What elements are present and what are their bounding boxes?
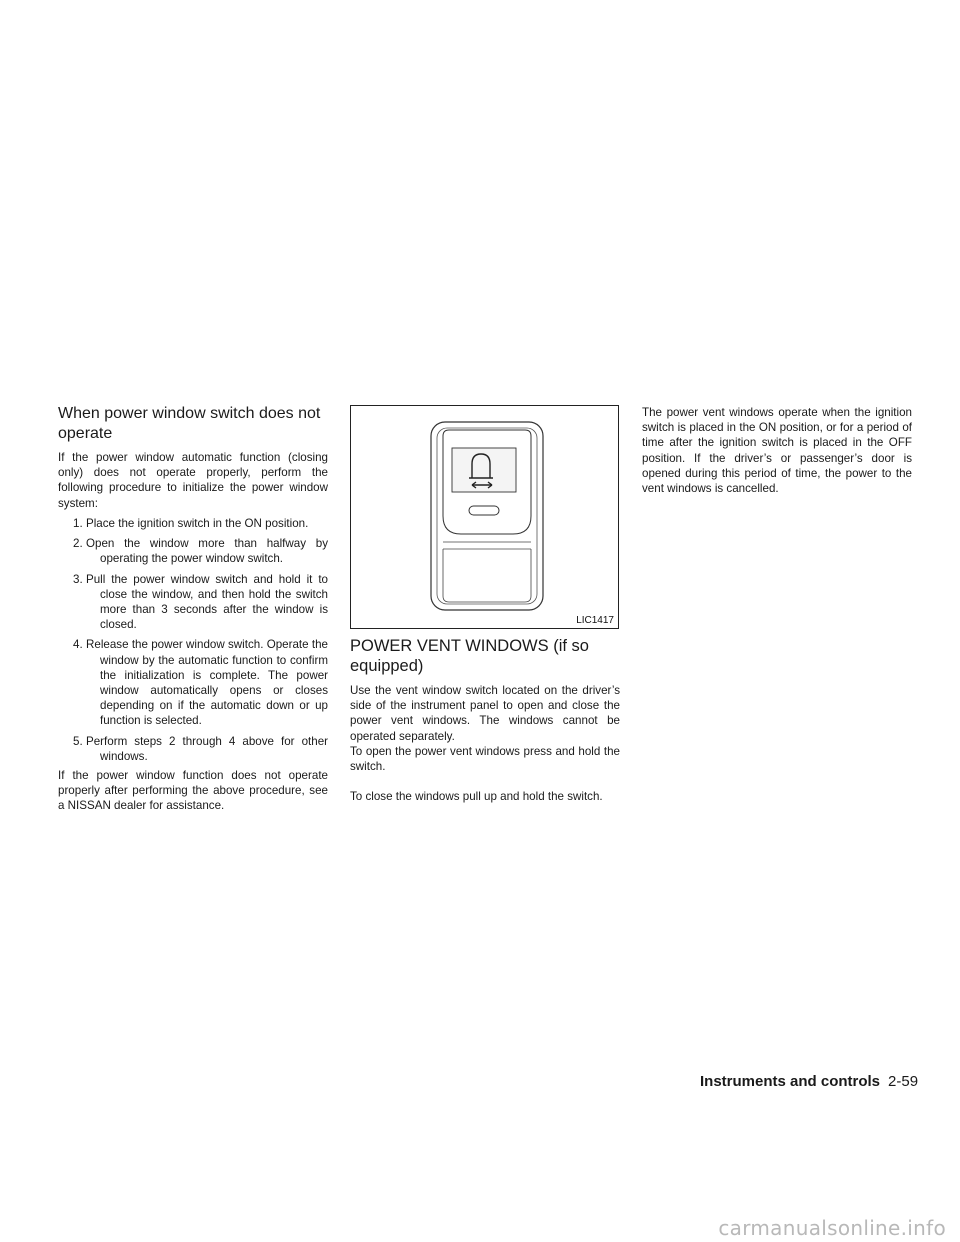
vent-operation-paragraph: The power vent windows operate when the ignition switch is placed in the ON position, or for a period of time after the ignition switch is placed in the OFF position. If the driver’s or passenger’s door is opened during this period of time, the power to the vent windows is cancelled. <box>642 406 912 496</box>
intro-paragraph: If the power window automatic function (closing only) does not operate properly, perform the following procedure to initialize the power window system: <box>58 451 328 510</box>
chapter-title: Instruments and controls <box>700 1073 881 1090</box>
list-item: 3. Pull the power window switch and hold it to close the window, and then hold the switch more than 3 seconds after the window is closed. <box>73 572 328 632</box>
vent-switch-illustration <box>351 406 618 628</box>
figure-label: LIC1417 <box>576 615 614 626</box>
list-item: 5. Perform steps 2 through 4 above for other windows. <box>73 734 328 763</box>
list-item: 4. Release the power window switch. Operate the window by the automatic function to confirm the initialization is complete. The power window automatically opens or closes depending on if the automatic down or up function is selected. <box>73 638 328 728</box>
page-footer <box>700 1072 919 1092</box>
list-item: 2. Open the window more than halfway by operating the power window switch. <box>73 537 328 566</box>
vent-paragraph-1: Use the vent window switch located on the driver’s side of the instrument panel to open and close the power vent windows. The windows cannot be operated separately. <box>350 684 620 743</box>
procedure-steps <box>58 516 328 769</box>
vent-paragraph-3: To close the windows pull up and hold the switch. <box>350 790 603 803</box>
page-number: 2-59 <box>888 1073 919 1090</box>
vent-window-switch-figure <box>350 405 619 629</box>
section-heading-power-window-switch: When power window switch does not operate <box>58 405 321 442</box>
site-watermark: carmanualsonline.info <box>718 1216 946 1240</box>
list-item: 1. Place the ignition switch in the ON position. <box>73 517 309 530</box>
vent-paragraph-2: To open the power vent windows press and hold the switch. <box>350 745 620 774</box>
closing-paragraph: If the power window function does not operate properly after performing the above procedure, see a NISSAN dealer for assistance. <box>58 769 328 813</box>
section-heading-power-vent-windows: POWER VENT WINDOWS (if so equipped) <box>350 637 589 675</box>
